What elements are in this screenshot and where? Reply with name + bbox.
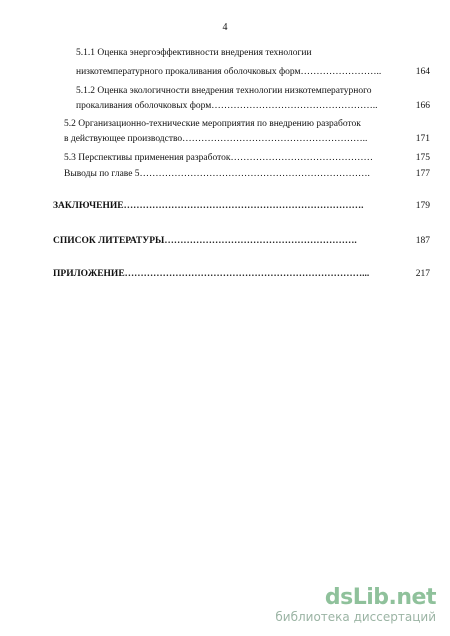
toc-entry-references bbox=[53, 235, 357, 247]
toc-entry-5-1-1-line1: 5.1.1 Оценка энергоэффективности внедрения технологии bbox=[76, 48, 312, 58]
toc-entry-5-1-2-line2: прокаливания оболочковых форм…………………………………………….. bbox=[76, 101, 378, 111]
toc-entry-conclusion bbox=[53, 200, 363, 212]
watermark-subtitle: библиотека диссертаций bbox=[275, 610, 436, 624]
toc-page-references: 187 bbox=[415, 236, 430, 246]
toc-entry-references-text: СПИСОК ЛИТЕРАТУРЫ……………………………………………………. bbox=[53, 236, 357, 246]
toc-page-5-2: 171 bbox=[415, 134, 430, 144]
toc-entry-conclusions-5: Выводы по главе 5………………………………………………………………. bbox=[64, 169, 370, 179]
toc-entry-appendix bbox=[53, 268, 369, 280]
toc-entry-5-2-line1: 5.2 Организационно-технические мероприятия по внедрению разработок bbox=[64, 119, 361, 129]
toc-page-5-1-1: 164 bbox=[415, 67, 430, 77]
toc-entry-conclusion-text: ЗАКЛЮЧЕНИЕ…………………………………………………………………. bbox=[53, 201, 364, 211]
toc-page-5-3: 175 bbox=[415, 153, 430, 163]
toc-entry-5-2-line2: в действующее производство………………………………………………….. bbox=[64, 134, 368, 144]
toc-page-5-1-2: 166 bbox=[415, 101, 430, 111]
toc-entry-5-1-1-line2: низкотемпературного прокаливания оболочковых форм…………………….. bbox=[76, 67, 382, 77]
toc-page-appendix: 217 bbox=[415, 269, 430, 279]
toc-entry-5-3: 5.3 Перспективы применения разработок……………………………………… bbox=[64, 153, 373, 163]
watermark bbox=[275, 586, 436, 624]
watermark-logo: dsLib.net bbox=[324, 585, 436, 610]
toc-page-conclusions-5: 177 bbox=[415, 169, 430, 179]
toc-entry-appendix-text: ПРИЛОЖЕНИЕ…………………………………………………………………... bbox=[53, 269, 370, 279]
toc-entry-5-1-2-line1: 5.1.2 Оценка экологичности внедрения технологии низкотемпературного bbox=[76, 86, 372, 96]
page-number: 4 bbox=[222, 22, 228, 33]
toc-page-conclusion: 179 bbox=[415, 201, 430, 211]
